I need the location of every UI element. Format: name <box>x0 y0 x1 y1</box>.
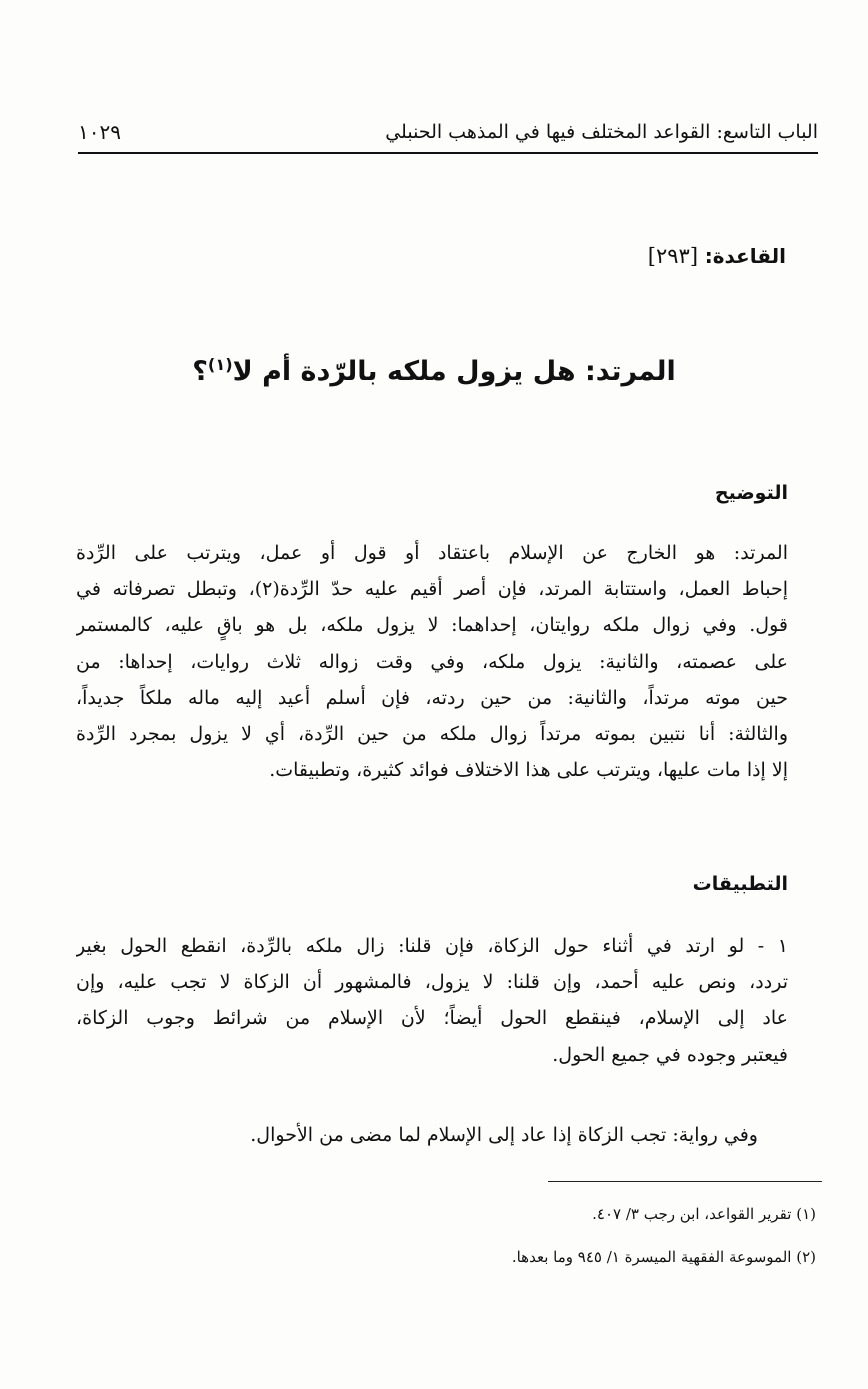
text-line: قول. وفي زوال ملكه روايتان، إحداهما: لا يزول ملكه، بل هو باقٍ عليه، كالمستمر <box>76 614 788 637</box>
text-line: عاد إلى الإسلام، فينقطع الحول أيضاً؛ لأن الإسلام من شرائط وجوب الزكاة، <box>76 1007 788 1030</box>
text-line: والثالثة: أنا نتبين بموته مرتداً زوال ملكه من حين الرِّدة، أي لا يزول بمجرد الرِّدة <box>76 723 788 746</box>
text-line: حين موته مرتداً، والثانية: من حين ردته، فإن أسلم أعيد إليه ماله ملكاً جديداً، <box>76 686 788 709</box>
text-line: ١ - لو ارتد في أثناء حول الزكاة، فإن قلنا: زال ملكه بالرِّدة، انقطع الحول بغير <box>76 935 788 957</box>
section-heading-explanation: التوضيح <box>714 482 788 504</box>
rule-number: [٢٩٣] <box>647 244 699 268</box>
text-line: على عصمته، والثانية: يزول ملكه، وفي وقت زواله ثلاث روايات، إحداها: من <box>76 650 788 673</box>
rule-label <box>648 244 786 268</box>
page-title-text: المرتد: هل يزول ملكه بالرّدة أم لا <box>232 356 676 387</box>
rule-label-text: القاعدة: <box>704 244 786 268</box>
page-title <box>0 356 868 387</box>
text-line: وفي رواية: تجب الزكاة إذا عاد إلى الإسلام لما مضى من الأحوال. <box>250 1124 758 1146</box>
section-heading-applications: التطبيقات <box>692 873 788 895</box>
text-line: المرتد: هو الخارج عن الإسلام باعتقاد أو قول أو عمل، ويترتب على الرِّدة <box>76 542 788 564</box>
explanation-paragraph <box>76 535 788 788</box>
chapter-title: الباب التاسع: القواعد المختلف فيها في المذهب الحنبلي <box>385 121 818 143</box>
footnote-1: (١) تقرير القواعد، ابن رجب ٣/ ٤٠٧. <box>592 1205 816 1223</box>
text-line: تردد، ونص عليه أحمد، وإن قلنا: لا يزول، فالمشهور أن الزكاة لا تجب عليه، وإن <box>76 971 788 994</box>
applications-paragraph <box>76 928 788 1073</box>
text-line: إلا إذا مات عليها، ويترتب على هذا الاختلاف فوائد كثيرة، وتطبيقات. <box>269 759 788 782</box>
footnote-2: (٢) الموسوعة الفقهية الميسرة ١/ ٩٤٥ وما بعدها. <box>511 1248 816 1266</box>
riwaya-paragraph <box>76 1117 788 1153</box>
footnote-divider <box>548 1181 822 1182</box>
page-title-end: ؟ <box>192 356 208 387</box>
text-line: إحباط العمل، واستتابة المرتد، فإن أصر أقيم عليه حدّ الرِّدة(٢)، وتبطل تصرفاته في <box>76 578 788 601</box>
text-line: فيعتبر وجوده في جميع الحول. <box>552 1043 788 1066</box>
footnote-ref-1: (١) <box>207 355 233 374</box>
running-header <box>78 112 818 154</box>
page-number: ١٠٢٩ <box>78 120 121 144</box>
